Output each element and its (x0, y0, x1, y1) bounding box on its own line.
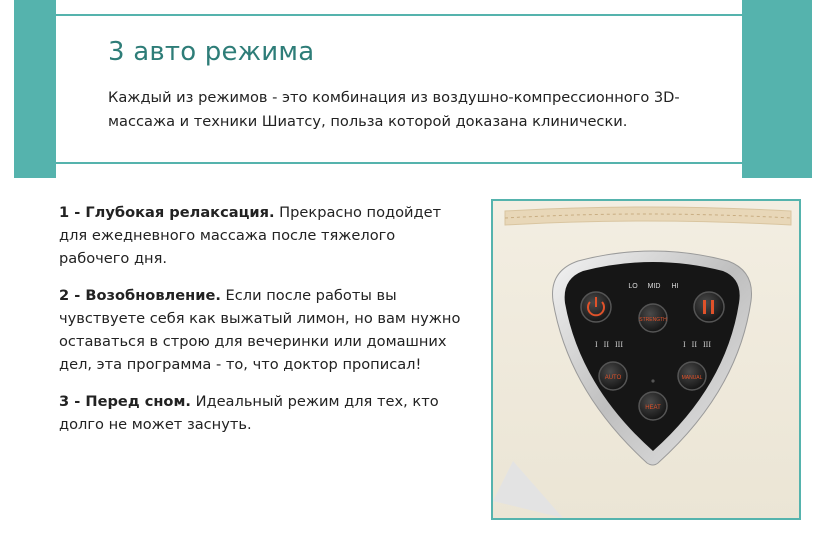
mode-item (59, 284, 464, 376)
control-panel-illustration (493, 201, 799, 518)
power-button[interactable] (581, 292, 611, 322)
manual-label: MANUAL (681, 375, 703, 381)
pause-button[interactable] (694, 292, 724, 322)
level-hi: HI (671, 283, 679, 290)
indicator-led (651, 379, 654, 382)
roman-levels-right: I II III (683, 340, 711, 349)
mode-text: Прекрасно подойдет для ежедневного массажа после тяжелого рабочего дня. (59, 204, 442, 267)
mode-text: Идеальный режим для тех, кто долго не может заснуть. (59, 393, 439, 433)
level-mid: MID (647, 283, 661, 290)
section-title: 3 авто режима (108, 37, 315, 67)
mode-title: 3 - Перед сном. (59, 393, 191, 410)
mode-text: Если после работы вы чувствуете себя как выжатый лимон, но вам нужно оставаться в строю для вечеринки или домашних дел, эта программа - то, что доктор прописал! (59, 287, 461, 373)
modes-list (59, 201, 464, 450)
heat-button[interactable] (639, 392, 667, 420)
strength-button[interactable] (639, 304, 667, 332)
right-teal-band (742, 0, 812, 178)
auto-button[interactable] (599, 362, 627, 390)
control-panel-photo (491, 199, 801, 520)
strength-label: STRENGTH (639, 317, 667, 323)
mode-title: 1 - Глубокая релаксация. (59, 204, 275, 221)
heat-label: HEAT (645, 405, 661, 411)
left-teal-band (14, 0, 56, 178)
mode-title: 2 - Возобновление. (59, 287, 221, 304)
mode-item (59, 390, 464, 436)
auto-label: AUTO (604, 375, 622, 381)
section-description: Каждый из режимов - это комбинация из воздушно-компрессионного 3D-массажа и техники Шиатсу, польза которой доказана клинически. (108, 89, 680, 130)
manual-button[interactable] (678, 362, 706, 390)
level-lo: LO (628, 283, 638, 290)
roman-levels-left: I II III (595, 340, 623, 349)
mode-item (59, 201, 464, 270)
